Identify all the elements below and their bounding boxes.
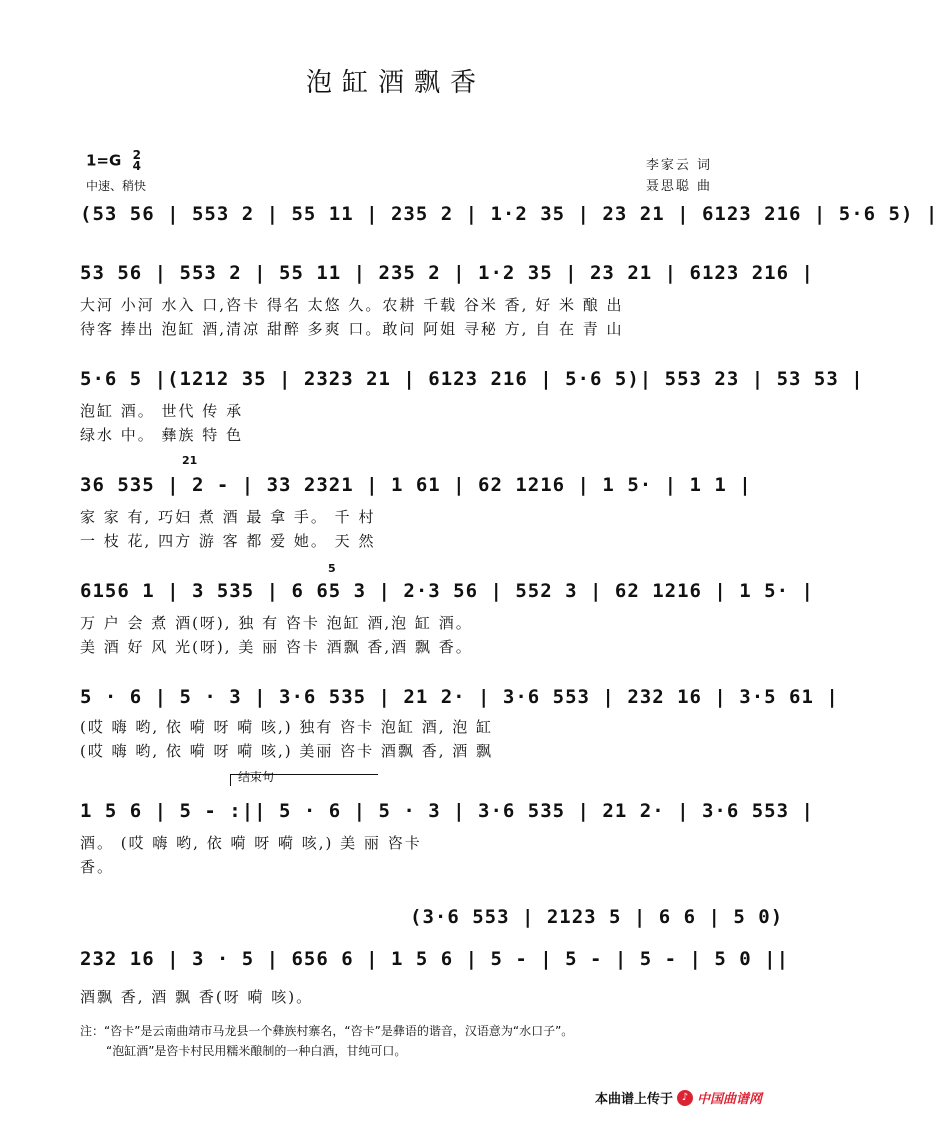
site-logo-text[interactable]: 中国曲谱网	[696, 1092, 762, 1107]
ending-section-label: 结束句	[238, 770, 275, 784]
staff-row-2: 53 56 | 553 2 | 55 11 | 235 2 | 1·2 35 | 23 21 | 6123 216 |	[80, 262, 814, 284]
upload-credit	[595, 1088, 762, 1107]
score-title: 泡缸酒飘香	[305, 68, 486, 98]
time-signature	[133, 150, 141, 172]
lyric-row-7-verse-1: 酒。 (哎 嗨 哟, 依 嗬 呀 嗬 咳,) 美 丽 咨卡	[80, 834, 422, 852]
staff-row-6: 5 · 6 | 5 · 3 | 3·6 535 | 21 2· | 3·6 553 | 232 16 | 3·5 61 |	[80, 686, 839, 708]
staff-row-8-instrumental: (3·6 553 | 2123 5 | 6 6 | 5 0)	[410, 906, 784, 928]
footnote-1: 注：“咨卡”是云南曲靖市马龙县一个彝族村寨名，“咨卡”是彝语的谐音，汉语意为“水口子”。	[80, 1024, 574, 1038]
staff-row-3: 5·6 5 |(1212 35 | 2323 21 | 6123 216 | 5·6 5)| 553 23 | 53 53 |	[80, 368, 864, 390]
time-top: 2	[132, 148, 141, 162]
lyric-row-3-verse-2: 绿水 中。 彝族 特 色	[80, 426, 244, 444]
staff-row-9: 232 16 | 3 · 5 | 656 6 | 1 5 6 | 5 - | 5 - | 5 - | 5 0 ||	[80, 948, 790, 970]
lyric-row-9: 酒飘 香, 酒 飘 香(呀 嗬 咳)。	[80, 988, 314, 1006]
site-logo-icon: ♪	[677, 1090, 693, 1106]
staff-row-5: 6156 1 | 3 535 | 6 65 3 | 2·3 56 | 552 3 | 62 1216 | 1 5· |	[80, 580, 814, 602]
lyric-row-4-verse-1: 家 家 有, 巧妇 煮 酒 最 拿 手。 千 村	[80, 508, 376, 526]
staff-row-7: 1 5 6 | 5 - :|| 5 · 6 | 5 · 3 | 3·6 535 | 21 2· | 3·6 553 |	[80, 800, 814, 822]
lyricist-credit: 李家云 词	[645, 158, 712, 173]
time-bottom: 4	[132, 159, 141, 173]
staff-row-1: (53 56 | 553 2 | 55 11 | 235 2 | 1·2 35 | 23 21 | 6123 216 | 5·6 5) |	[80, 203, 938, 225]
staff-row-4: 36 535 | 2 - | 33 2321 | 1 61 | 62 1216 | 1 5· | 1 1 |	[80, 474, 752, 496]
upload-text: 本曲谱上传于	[594, 1092, 673, 1107]
key-signature	[86, 150, 141, 172]
lyric-row-7-verse-2: 香。	[80, 858, 115, 876]
lyric-row-3-verse-1: 泡缸 酒。 世代 传 承	[80, 402, 244, 420]
ending-bracket-tick	[230, 774, 231, 786]
lyric-row-2-verse-1: 大河 小河 水入 口,咨卡 得名 太悠 久。农耕 千载 谷米 香, 好 米 酿 出	[80, 296, 624, 314]
grace-note-row-5: 5	[328, 562, 336, 575]
key-text: 1=G	[86, 151, 122, 170]
grace-note-row-4: 21	[182, 454, 198, 467]
lyric-row-6-verse-1: (哎 嗨 哟, 依 嗬 呀 嗬 咳,) 独有 咨卡 泡缸 酒, 泡 缸	[80, 718, 493, 736]
lyric-row-5-verse-2: 美 酒 好 风 光(呀), 美 丽 咨卡 酒飘 香,酒 飘 香。	[80, 638, 473, 656]
tempo-marking: 中速、稍快	[86, 179, 147, 193]
composer-credit: 聂思聪 曲	[645, 179, 712, 194]
lyric-row-2-verse-2: 待客 捧出 泡缸 酒,清凉 甜醉 多爽 口。敢问 阿姐 寻秘 方, 自 在 青 山	[80, 320, 624, 338]
lyric-row-5-verse-1: 万 户 会 煮 酒(呀), 独 有 咨卡 泡缸 酒,泡 缸 酒。	[80, 614, 473, 632]
lyric-row-4-verse-2: 一 枝 花, 四方 游 客 都 爱 她。 天 然	[80, 532, 376, 550]
lyric-row-6-verse-2: (哎 嗨 哟, 依 嗬 呀 嗬 咳,) 美丽 咨卡 酒飘 香, 酒 飘	[80, 742, 493, 760]
footnote-2: “泡缸酒”是咨卡村民用糯米酿制的一种白酒，甘纯可口。	[106, 1044, 407, 1058]
